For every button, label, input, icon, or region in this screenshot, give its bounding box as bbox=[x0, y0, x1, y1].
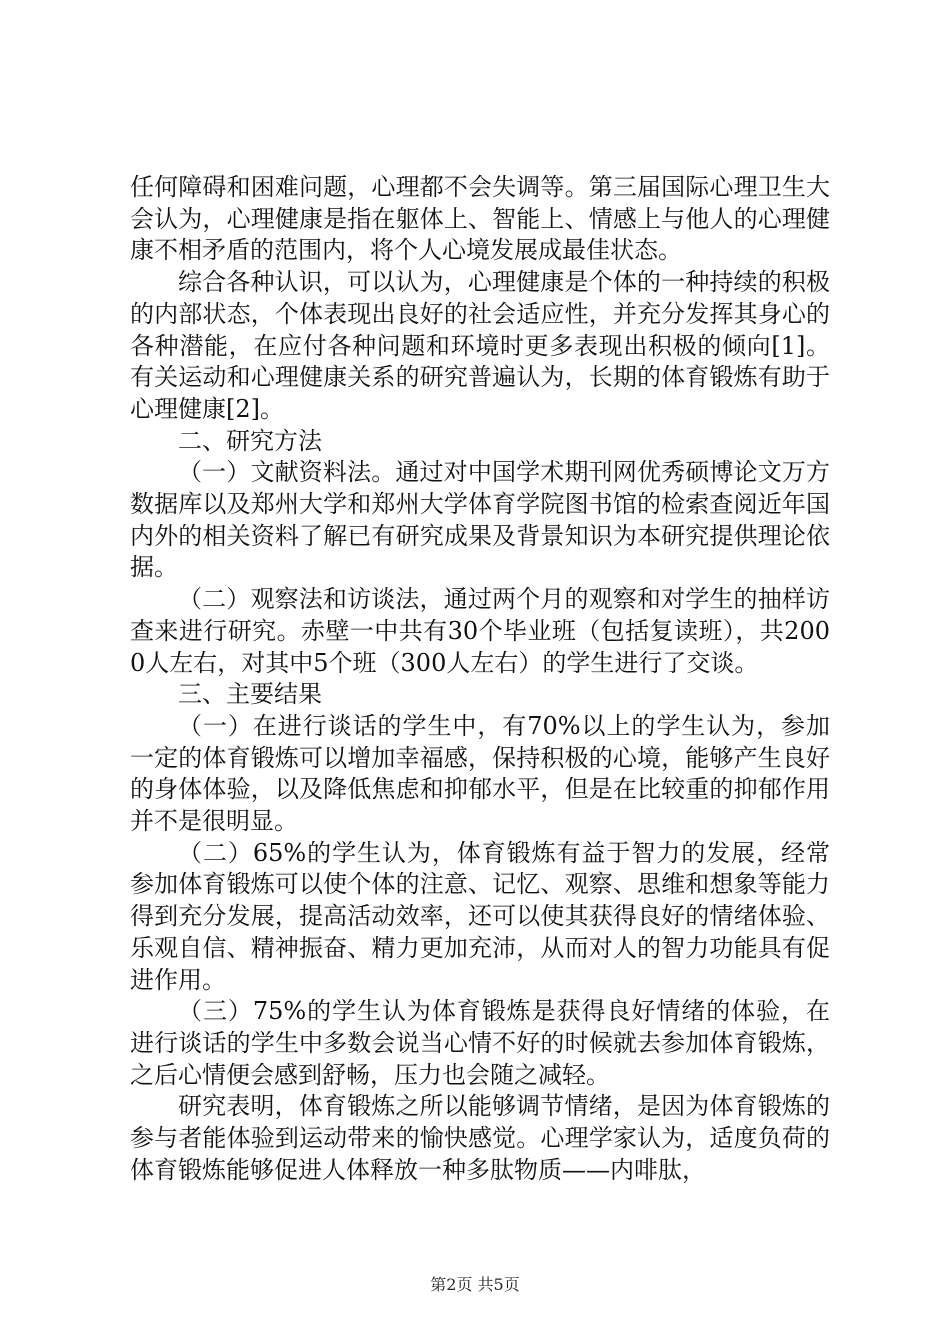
paragraph-method-literature: （一）文献资料法。通过对中国学术期刊网优秀硕博论文万方数据库以及郑州大学和郑州大学体育学院图书馆的检索查阅近年国内外的相关资料了解已有研究成果及背景知识为本研究提供理论依据。 bbox=[130, 458, 830, 582]
paragraph-summary: 综合各种认识，可以认为，心理健康是个体的一种持续的积极的内部状态，个体表现出良好的社会适应性，并充分发挥其身心的各种潜能，在应付各种问题和环境时更多表现出积极的倾向[1]。有关运动和心理健康关系的研究普遍认为，长期的体育锻炼有助于心理健康[2]。 bbox=[130, 268, 830, 423]
page-footer: 第2页 共5页 bbox=[430, 1275, 520, 1294]
section-heading-methods: 二、研究方法 bbox=[178, 426, 322, 455]
paragraph-result-3: （三）75%的学生认为体育锻炼是获得良好情绪的体验，在进行谈话的学生中多数会说当心情不好的时候就去参加体育锻炼，之后心情便会感到舒畅，压力也会随之减轻。 bbox=[130, 997, 830, 1089]
paragraph-method-observation: （二）观察法和访谈法，通过两个月的观察和对学生的抽样访查来进行研究。赤壁一中共有30个毕业班（包括复读班），共2000人左右，对其中5个班（300人左右）的学生进行了交谈。 bbox=[130, 585, 830, 677]
section-heading-results: 三、主要结果 bbox=[178, 680, 322, 709]
paragraph-research-findings: 研究表明，体育锻炼之所以能够调节情绪，是因为体育锻炼的参与者能体验到运动带来的愉快感觉。心理学家认为，适度负荷的体育锻炼能够促进人体释放一种多肽物质——内啡肽， bbox=[130, 1092, 830, 1184]
paragraph-result-1: （一）在进行谈话的学生中，有70%以上的学生认为，参加一定的体育锻炼可以增加幸福感，保持积极的心境，能够产生良好的身体体验，以及降低焦虑和抑郁水平，但是在比较重的抑郁作用并不是很明显。 bbox=[130, 711, 830, 836]
body-text bbox=[130, 172, 830, 1187]
paragraph-result-2: （二）65%的学生认为，体育锻炼有益于智力的发展，经常参加体育锻炼可以使个体的注意、记忆、观察、思维和想象等能力得到充分发展，提高活动效率，还可以使其获得良好的情绪体验、乐观自信、精神振奋、精力更加充沛，从而对人的智力功能具有促进作用。 bbox=[130, 838, 830, 994]
paragraph-continuation: 任何障碍和困难问题，心理都不会失调等。第三届国际心理卫生大会认为，心理健康是指在躯体上、智能上、情感上与他人的心理健康不相矛盾的范围内，将个人心境发展成最佳状态。 bbox=[130, 173, 830, 265]
